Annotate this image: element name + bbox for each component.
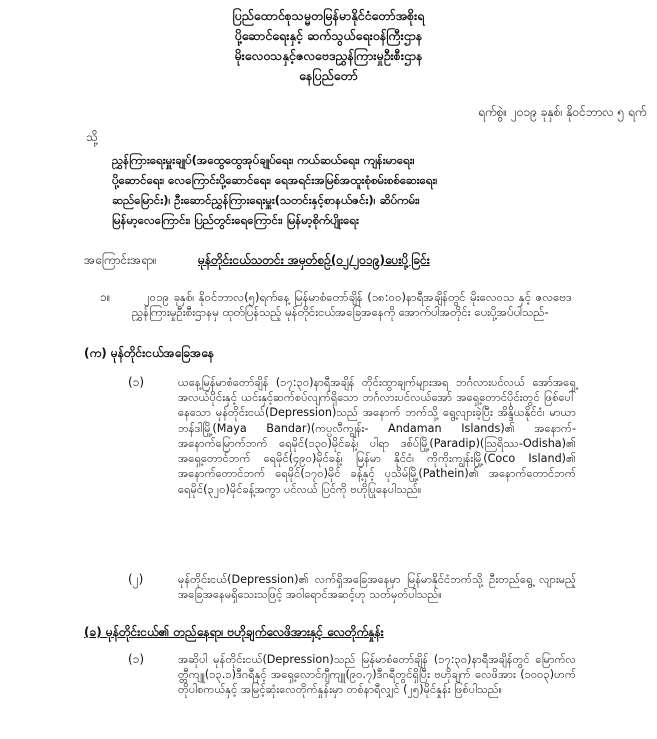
section-a-item-2-text: မုန်တိုင်းငယ်(Depression)၏ လက်ရှိအခြေအနေမှာ မြန်မာနိုင်ငံဘက်သို့ ဦးတည်ရွေ့ လျားမည့် အခြေအနေမရှိသေးသဖြင့် အဝါရောင်အဆင့်ဟု သတ်မှတ်ပါသည်။ [178, 573, 576, 602]
section-a-item-1-text: ယနေ့မြန်မာစံတော်ချိန် (၁၇:၃၀)နာရီအချိန် တိုင်းထွာချက်များအရ ဘင်္ဂလားပင်လယ် အော်အရှေ့အလယ်ပိုင်းနှင့် ယင်းနှင့်ဆက်စပ်လျက်ရှိသော ဘင်္ဂလားပင်လယ်အော် အရှေ့တောင်ပိုင်းတွင် ဖြစ်ပေါ်နေသော မုန်တိုင်းငယ်(Depression)သည် အနောက် ဘက်သို့ ရွေ့လျားခဲ့ပြီး အိန္ဒိယနိုင်ငံ၊ မာယာဘန်ဒါမြို့(Maya Bandar)(ကပ္ပလီကျွန်း- Andaman Islands)၏ အနောက်-အနောက်မြောက်ဘက် ရေမိုင်(၁၃၀)မိုင်ခန့်၊ ပါရာ ဒစ်ပ်မြို့(Paradip)(ဩရိဿ-Odisha)၏ အရှေ့တောင်ဘက် ရေမိုင်(၄၉၀)မိုင်ခန့်၊ မြန်မာ နိုင်ငံ၊ ကိုကိုးကျွန်းမြို့(Coco Island)၏ အနောက်တောင်ဘက် ရေမိုင်(၁၇၀)မိုင် ခန့်နှင့် ပုသိမ်မြို့(Pathein)၏ အနောက်တောင်ဘက် ရေမိုင်(၃၂၀)မိုင်ခန့်အကွာ ပင်လယ် ပြင်ကို ဗဟိုပြုနေပါသည်။ [178, 376, 576, 496]
section-a-item-2-number: (၂) [128, 572, 144, 586]
recipients-block [112, 150, 582, 231]
subject-text: မုန်တိုင်းငယ်သတင်း အမှတ်စဉ်(၀၂/၂၀၁၉)ပေးပို့ခြင်း [198, 253, 430, 267]
para-1-number: ၁။ [100, 290, 111, 304]
recipient-line: ညွှန်ကြားရေးမှူးချုပ်(အထွေထွေအုပ်ချုပ်ရေး၊ ကယ်ဆယ်ရေး၊ ကျန်းမာရေး၊ [112, 153, 415, 167]
recipient-line: ပို့ဆောင်ရေး၊ လေကြောင်းပို့ဆောင်ရေး၊ ရေအရင်းအမြစ်အထူးစုံစမ်းစစ်ဆေးရေး၊ [112, 173, 438, 188]
section-a-heading: (က) မုန်တိုင်းငယ်အခြေအနေ [84, 346, 214, 360]
recipient-line: ဆည်မြောင်း)၊ ဦးဆောင်ညွှန်ကြားရေးမှူး(သတင်းနှင့်စာနယ်ဇင်း)၊ ဆိပ်ကမ်း၊ [112, 193, 420, 208]
to-label: သို့ [86, 130, 98, 144]
header-department: မိုးလေဝသနှင့်ဇလဗေဒညွှန်ကြားမှုဦးစီးဌာန [234, 48, 423, 63]
subject-label: အကြောင်းအရာ။ [84, 253, 157, 267]
header-city: နေပြည်တော် [299, 68, 358, 83]
section-b-heading: (ခ) မုန်တိုင်းငယ်၏ တည်နေရာ၊ ဗဟိုချက်လေဖိအားနှင့် လေတိုက်နှုန်း [84, 625, 384, 639]
recipient-line: မြန်မာ့လေကြောင်း၊ ပြည်တွင်းရေကြောင်း၊ မြန်မာ့စိုက်ပျိုးရေး [112, 213, 359, 228]
para-1-text: ၂၀၁၉ ခုနှစ်၊ နိုဝင်ဘာလ(၅)ရက်နေ့ မြန်မာစံတော်ချိန် (၁၈:၀၀)နာရီအချိန်တွင် မိုးလေဝသ နှင့် ဇလဗေဒညွှန်ကြားမှုဦးစီးဌာနမှ ထုတ်ပြန်သည့် မုန်တိုင်းငယ်အခြေအနေကို အောက်ပါအတိုင်း ပေးပို့အပ်ပါသည်- [132, 290, 572, 320]
document-date: ရက်စွဲ။ ၂၀၁၉ ခုနှစ်၊ နိုဝင်ဘာလ ၅ ရက် [478, 105, 647, 119]
header-government: ပြည်ထောင်စုသမ္မတမြန်မာနိုင်ငံတော်အစိုးရ [232, 8, 425, 23]
section-b-item-1-number: (၁) [128, 652, 145, 666]
section-a-item-1-number: (၁) [128, 375, 145, 389]
header-ministry: ပို့ဆောင်ရေးနှင့် ဆက်သွယ်ရေးဝန်ကြီးဌာန [234, 28, 423, 43]
section-b-item-1-text: အဆိုပါ မုန်တိုင်းငယ်(Depression)သည် မြန်မာစံတော်ချိန် (၁၇:၃၀)နာရီအချိန်တွင် မြောက်လတ္တီကျူ(၁၃.၁)ဒီဂရီနှင့် အရှေ့လောင်ဂျီကျူ(၉၀.၇)ဒီဂရီတွင်ရှိပြီး ဗဟိုချက် လေဖိအား (၁၀၀၃)ဟက်တိုပါစကယ်နှင့် အမြင့်ဆုံးလေတိုက်နှုန်းမှာ တစ်နာရီလျှင် (၂၅)မိုင်နှုန်း ဖြစ်ပါသည်။ [178, 653, 576, 697]
